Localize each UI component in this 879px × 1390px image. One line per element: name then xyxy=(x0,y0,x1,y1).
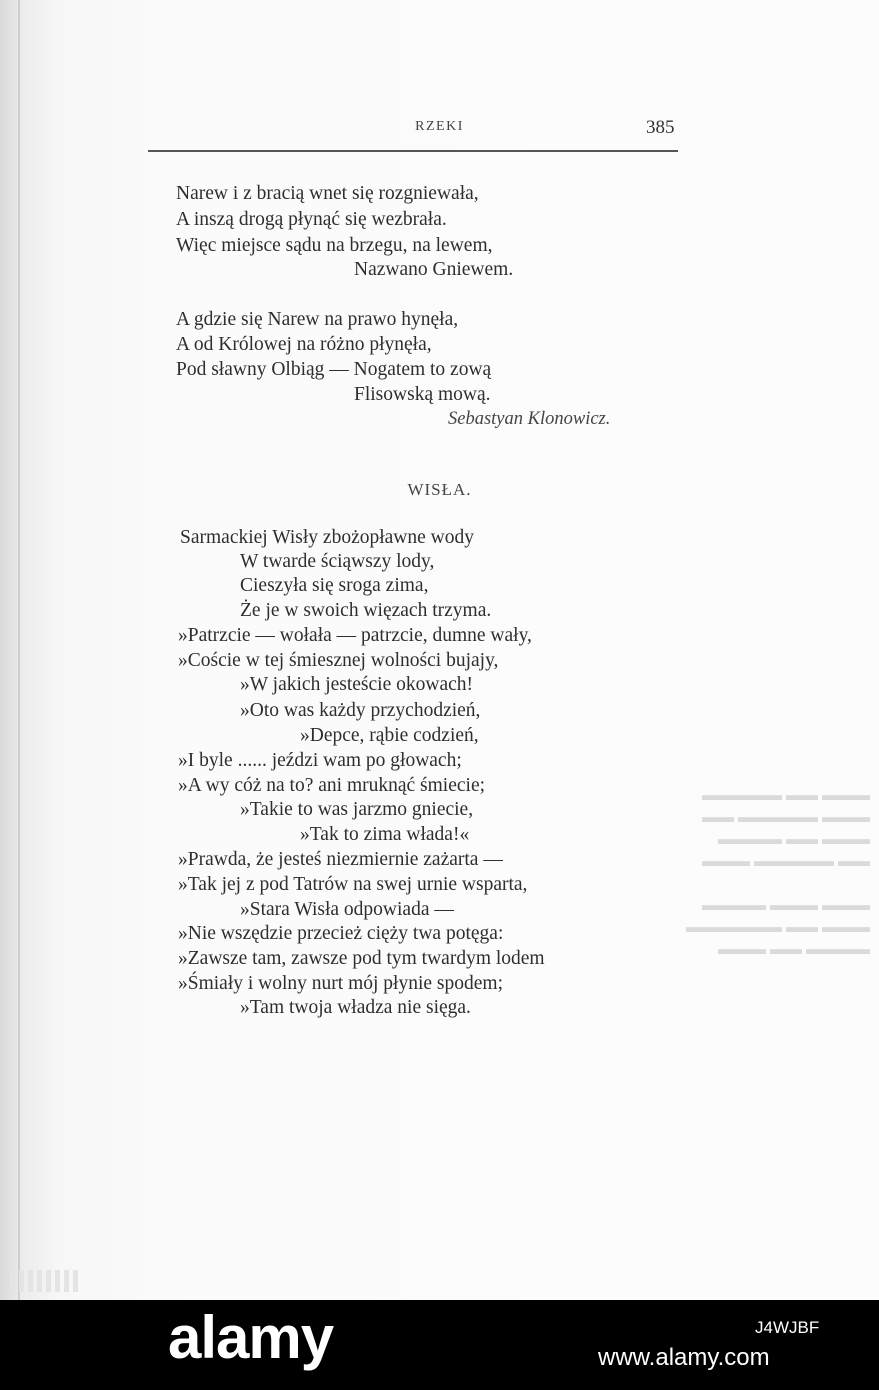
poem-line: Narew i z bracią wnet się rozgniewała, xyxy=(176,183,479,204)
poem-line: Sarmackiej Wisły zbożopławne wody xyxy=(180,527,474,548)
poem-line: »Zawsze tam, zawsze pod tym twardym lodem xyxy=(178,948,545,969)
poem-line: Nazwano Gniewem. xyxy=(354,259,514,280)
poem-line: Więc miejsce sądu na brzegu, na lewem, xyxy=(176,235,493,256)
alamy-url: www.alamy.com xyxy=(598,1344,770,1371)
poem-line: »Patrzcie — wołała — patrzcie, dumne wały, xyxy=(178,625,532,646)
poem-line: »I byle ...... jeździ wam po głowach; xyxy=(178,750,462,771)
author-signature: Sebastyan Klonowicz. xyxy=(448,409,611,429)
poem-line: »Coście w tej śmiesznej wolności bujajy, xyxy=(178,650,499,671)
poem-line: A gdzie się Narew na prawo hynęła, xyxy=(176,309,459,330)
running-title: RZEKI xyxy=(415,119,464,134)
poem-line: »Stara Wisła odpowiada — xyxy=(240,899,454,920)
watermark-mark xyxy=(10,1270,160,1292)
page-number: 385 xyxy=(646,117,675,138)
poem-line: »Tam twoja władza nie sięga. xyxy=(240,997,471,1018)
poem-line: »Prawda, że jesteś niezmiernie zażarta — xyxy=(178,849,503,870)
poem-line: Cieszyła się sroga zima, xyxy=(240,575,429,596)
bleed-through-text: ▬▬▬ ▬▬ ▬▬▬▬▬ ▬▬▬ ▬▬▬▬▬ ▬▬ ▬▬▬ ▬▬ ▬▬▬▬ ▬▬ ▬▬▬▬▬ ▬▬▬ ▬▬▬ ▬▬▬ ▬▬▬▬ ▬▬▬ ▬▬ ▬▬▬▬▬▬ ▬▬▬▬ ▬▬ ▬▬▬ xyxy=(686,787,870,958)
poem-line: »Tak to zima włada!« xyxy=(300,824,470,845)
poem-line: »Depce, rąbie codzień, xyxy=(300,725,479,746)
poem-line: »A wy cóż na to? ani mruknąć śmiecie; xyxy=(178,775,486,796)
poem-line: A inszą drogą płynąć się wezbrała. xyxy=(176,209,447,230)
poem-line: Że je w swoich więzach trzyma. xyxy=(240,600,492,621)
poem-line: W twarde ściąwszy lody, xyxy=(240,551,435,572)
alamy-logo: alamy xyxy=(168,1304,334,1371)
page-edge xyxy=(18,0,20,1300)
poem-line: »W jakich jesteście okowach! xyxy=(240,674,474,695)
poem-line: »Oto was każdy przychodzień, xyxy=(240,700,481,721)
poem-title: WISŁA. xyxy=(407,480,472,499)
poem-line: »Śmiały i wolny nurt mój płynie spodem; xyxy=(178,973,503,994)
poem-line: »Takie to was jarzmo gniecie, xyxy=(240,799,474,820)
poem-line: Pod sławny Olbiąg — Nogatem to zową xyxy=(176,359,492,380)
poem-line: »Nie wszędzie przecież cięży twa potęga: xyxy=(178,923,504,944)
poem-line: Flisowską mową. xyxy=(354,384,491,405)
poem-line: A od Królowej na różno płynęła, xyxy=(176,334,432,355)
header-rule xyxy=(148,150,678,152)
image-code: J4WJBF xyxy=(755,1318,820,1337)
poem-line: »Tak jej z pod Tatrów na swej urnie wsparta, xyxy=(178,874,528,895)
